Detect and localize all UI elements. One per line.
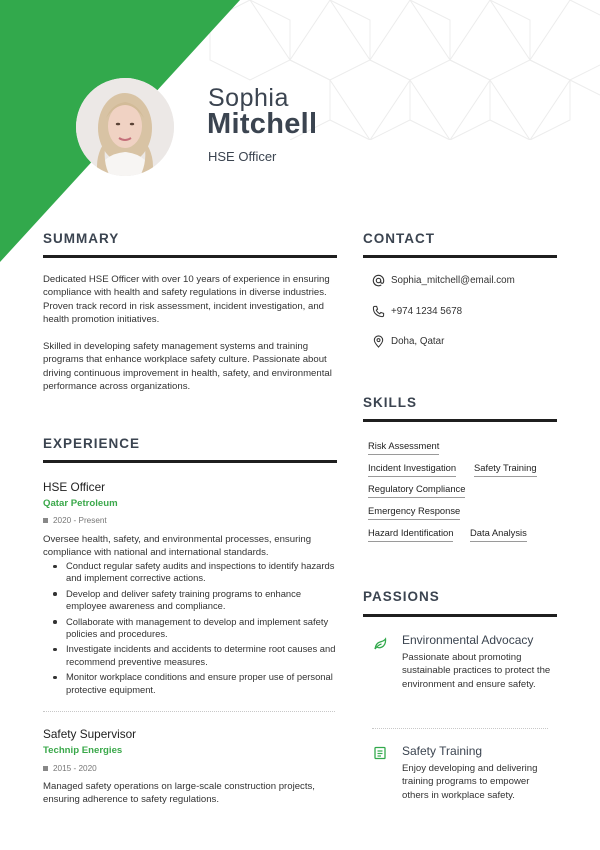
job-1-bullets: [66, 560, 342, 699]
list-item: Develop and deliver safety training programs to enhance employee awareness and compliance.: [66, 588, 342, 613]
skills-heading: SKILLS: [363, 395, 418, 410]
summary-paragraph-2: Skilled in developing safety management systems and training programs that enhance workplace safety culture. Passionate about driving continuous improvement in health, safety, and environmental performance across organizations.: [43, 341, 332, 392]
contact-location-text: Doha, Qatar: [391, 335, 445, 347]
passion-2-description: Enjoy developing and delivering training programs to empower others in workplace safety.: [402, 763, 538, 801]
first-name: Sophia: [208, 84, 289, 112]
calendar-icon: [43, 518, 48, 523]
contact-location: [371, 334, 444, 348]
leaf-icon: [373, 637, 387, 651]
passions-heading: PASSIONS: [363, 589, 440, 604]
list-item: Investigate incidents and accidents to determine root causes and recommend preventive measures.: [66, 643, 342, 668]
passion-2-title: Safety Training: [402, 744, 483, 758]
contact-phone[interactable]: [371, 304, 462, 318]
skill-tag: Incident Investigation: [368, 462, 456, 477]
skill-tag: Data Analysis: [470, 527, 527, 542]
skill-tag: Regulatory Compliance: [368, 483, 465, 498]
summary-heading: SUMMARY: [43, 231, 120, 246]
phone-icon: [371, 304, 385, 318]
contact-rule: [363, 255, 557, 258]
passion-1-description: Passionate about promoting sustainable practices to protect the environment and ensure safety.: [402, 652, 551, 690]
skill-tag: Risk Assessment: [368, 440, 439, 455]
job-2-role: Safety Supervisor: [43, 727, 137, 741]
experience-heading: EXPERIENCE: [43, 436, 141, 451]
experience-rule: [43, 460, 337, 463]
skill-tag: Hazard Identification: [368, 527, 453, 542]
calendar-icon: [43, 766, 48, 771]
list-item: Collaborate with management to develop and implement safety policies and procedures.: [66, 616, 342, 641]
contact-email[interactable]: [371, 273, 515, 287]
at-icon: [371, 273, 385, 287]
passion-1-title: Environmental Advocacy: [402, 633, 534, 647]
summary-paragraph-1: Dedicated HSE Officer with over 10 years of experience in ensuring compliance with health and safety regulations in diverse industries. Proven track record in risk assessment, incident investigation, and health promotion initiatives.: [43, 274, 330, 325]
job-divider: [43, 711, 335, 712]
job-1-dates-text: 2020 - Present: [53, 516, 107, 525]
job-2-dates-text: 2015 - 2020: [53, 764, 97, 773]
skill-tag: Safety Training: [474, 462, 537, 477]
list-item: Monitor workplace conditions and ensure proper use of personal protective equipment.: [66, 671, 342, 696]
job-1-description: Oversee health, safety, and environmental processes, ensuring compliance with national and international standards.: [43, 534, 312, 559]
summary-rule: [43, 255, 337, 258]
job-1-company: Qatar Petroleum: [43, 498, 118, 509]
contact-email-text: Sophia_mitchell@email.com: [391, 274, 515, 286]
contact-heading: CONTACT: [363, 231, 435, 246]
clipboard-icon: [373, 746, 387, 760]
profile-photo: [76, 78, 174, 176]
passions-rule: [363, 614, 557, 617]
skills-rule: [363, 419, 557, 422]
job-1-role: HSE Officer: [43, 480, 106, 494]
passion-divider: [372, 728, 548, 729]
list-item: Conduct regular safety audits and inspections to identify hazards and implement corrective actions.: [66, 560, 342, 585]
job-2-company: Technip Energies: [43, 745, 123, 756]
skill-tag: Emergency Response: [368, 505, 460, 520]
job-2-dates: [43, 764, 97, 773]
location-pin-icon: [371, 334, 385, 348]
job-title: HSE Officer: [208, 149, 277, 164]
job-1-dates: [43, 516, 107, 525]
last-name: Mitchell: [207, 108, 318, 140]
contact-phone-text: +974 1234 5678: [391, 305, 463, 317]
job-2-description: Managed safety operations on large-scale construction projects, ensuring adherence to safety regulations.: [43, 781, 315, 806]
